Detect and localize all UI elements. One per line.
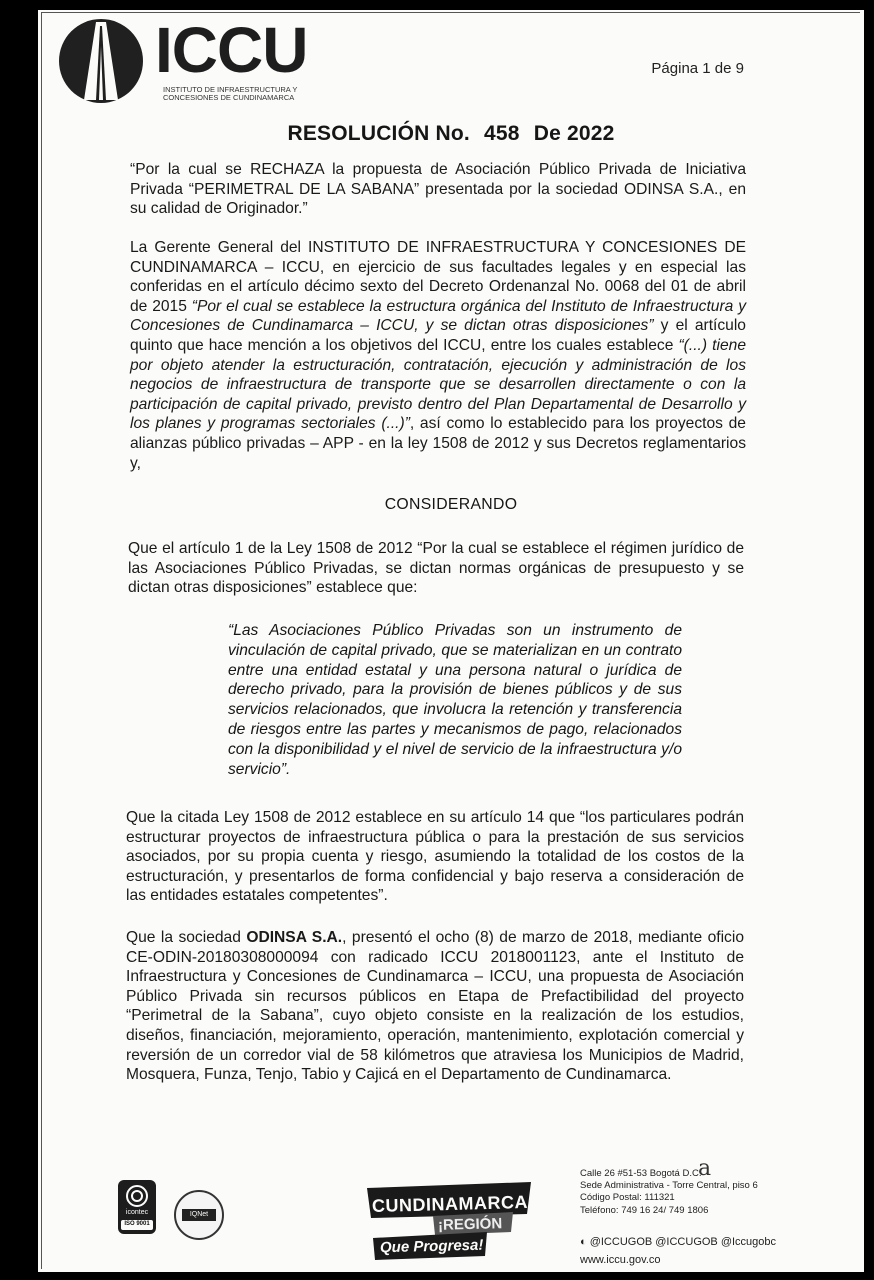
- brand-name: ICCU: [155, 14, 308, 86]
- document-page: [38, 10, 864, 1272]
- badge-line-2: ¡REGIÓN: [437, 1215, 503, 1234]
- address-line-4: Teléfono: 749 16 24/ 749 1806: [580, 1204, 709, 1216]
- intro-text-2: y el artículo quinto que hace mención a los objetivos del ICCU, entre los cuales establece: [130, 317, 746, 354]
- footer-website[interactable]: www.iccu.gov.co: [580, 1254, 661, 1266]
- considerando-heading: CONSIDERANDO: [384, 496, 518, 513]
- iso-label: ISO 9001: [124, 1221, 150, 1227]
- resolution-title: [38, 122, 864, 146]
- intro-italic-2: “(...) tiene por objeto atender la estructuración, contratación, ejecución y administración de los negocios de infraestructura de transporte que se desarrollen directamente o con la participación de capital privado, previsto dentro del Plan Departamental de Desarrollo y los planes y programas sectoriales (...)”: [130, 336, 746, 433]
- considerando-paragraph-3: [126, 928, 744, 1085]
- footer-social: [580, 1236, 776, 1248]
- iqnet-label: IQNet: [182, 1209, 216, 1221]
- address-line-3: Código Postal: 111321: [580, 1192, 675, 1204]
- brand-subtitle: INSTITUTO DE INFRAESTRUCTURA Y CONCESIONES DE CUNDINAMARCA: [163, 85, 298, 102]
- intro-text-1: La Gerente General del INSTITUTO DE INFRAESTRUCTURA Y CONCESIONES DE CUNDINAMARCA – ICCU, en ejercicio de sus facultades legales y en especial las conferidas en el artículo décimo sexto del Decreto Ordenanzal No. 0068 del 01 de abril de 2015: [130, 239, 746, 315]
- iqnet-logo: [174, 1190, 224, 1240]
- resolution-prefix: RESOLUCIÓN No.: [287, 122, 470, 145]
- social-icon: ◐: [580, 1236, 590, 1248]
- badge-line-1: CUNDINAMARCA: [371, 1191, 529, 1217]
- intro-italic-1: “Por el cual se establece la estructura orgánica del Instituto de Infraestructura y Concesiones de Cundinamarca – ICCU, y se dictan otras disposiciones”: [130, 297, 746, 335]
- signature-mark: a: [698, 1156, 712, 1181]
- p3-text-b: , presentó el ocho (8) de marzo de 2018, mediante oficio CE-ODIN-20180308000094 con radicado ICCU 2018001123, ante el Instituto de Infraestructura y Concesiones de Cundinamarca – ICCU, una propuesta de Asociación Público Privada sin recursos públicos en Etapa de Prefactibilidad del proyecto “Perimetral de la Sabana”, cuyo objeto consiste en la realización de los estudios, diseños, financiación, mejoramiento, operación, mantenimiento, explotación comercial y reversión de un corredor vial de 58 kilómetros que atraviesa los Municipios de Madrid, Mosquera, Funza, Tenjo, Tabio y Cajicá en el Departamento de Cundinamarca.: [126, 929, 744, 1084]
- social-handles: @ICCUGOB @ICCUGOB @Iccugobc: [589, 1236, 777, 1248]
- p3-company: ODINSA S.A.: [246, 929, 343, 946]
- icontec-label: icontec: [125, 1209, 149, 1216]
- law-quote: “Las Asociaciones Público Privadas son un instrumento de vinculación de capital privado, que se materializan en un contrato entre una entidad estatal y una persona natural o jurídica de derecho privado, para la provisión de bienes públicos y de sus servicios relacionados, que involucra la retención y transferencia de riesgos entre las partes y mecanismos de pago, relacionados con la disponibilidad y el nivel de servicio de la infraestructura y/o servicio”.: [228, 622, 682, 778]
- address-line-2: Sede Administrativa - Torre Central, piso 6: [580, 1180, 758, 1192]
- p3-text-a: Que la sociedad: [126, 929, 247, 946]
- footer-address: [580, 1168, 758, 1217]
- considerando-paragraph-2: Que la citada Ley 1508 de 2012 establece en su artículo 14 que “los particulares podrán estructurar proyectos de infraestructura pública o para la prestación de sus servicios asociados, por su propia cuenta y riesgo, asumiendo la totalidad de los costos de la estructuración, y presentarlos de forma confidencial y bajo reserva a consideración de las entidades estatales competentes”.: [126, 809, 744, 905]
- resolution-number: 458: [484, 122, 520, 145]
- icontec-logo: [118, 1180, 156, 1234]
- badge-line-3: Que Progresa!: [379, 1236, 484, 1257]
- iccu-logo-icon: [56, 16, 146, 106]
- page-number: Página 1 de 9: [651, 60, 744, 77]
- resolution-year: De 2022: [533, 122, 615, 145]
- intro-paragraph: [130, 238, 746, 473]
- address-line-1: Calle 26 #51-53 Bogotá D.C.: [580, 1168, 702, 1179]
- subject-paragraph: “Por la cual se RECHAZA la propuesta de Asociación Público Privada de Iniciativa Privada “PERIMETRAL DE LA SABANA” presentada por la sociedad ODINSA S.A., en su calidad de Originador.”: [130, 161, 746, 218]
- considerando-paragraph-1: Que el artículo 1 de la Ley 1508 de 2012 “Por la cual se establece el régimen jurídico de las Asociaciones Público Privadas, se dictan normas orgánicas de presupuesto y se dictan otras disposiciones” establece que:: [128, 540, 744, 597]
- intro-text-3: , así como lo establecido para los proyectos de alianzas público privadas – APP - en la ley 1508 de 2012 y sus Decretos reglamentarios y,: [130, 415, 746, 472]
